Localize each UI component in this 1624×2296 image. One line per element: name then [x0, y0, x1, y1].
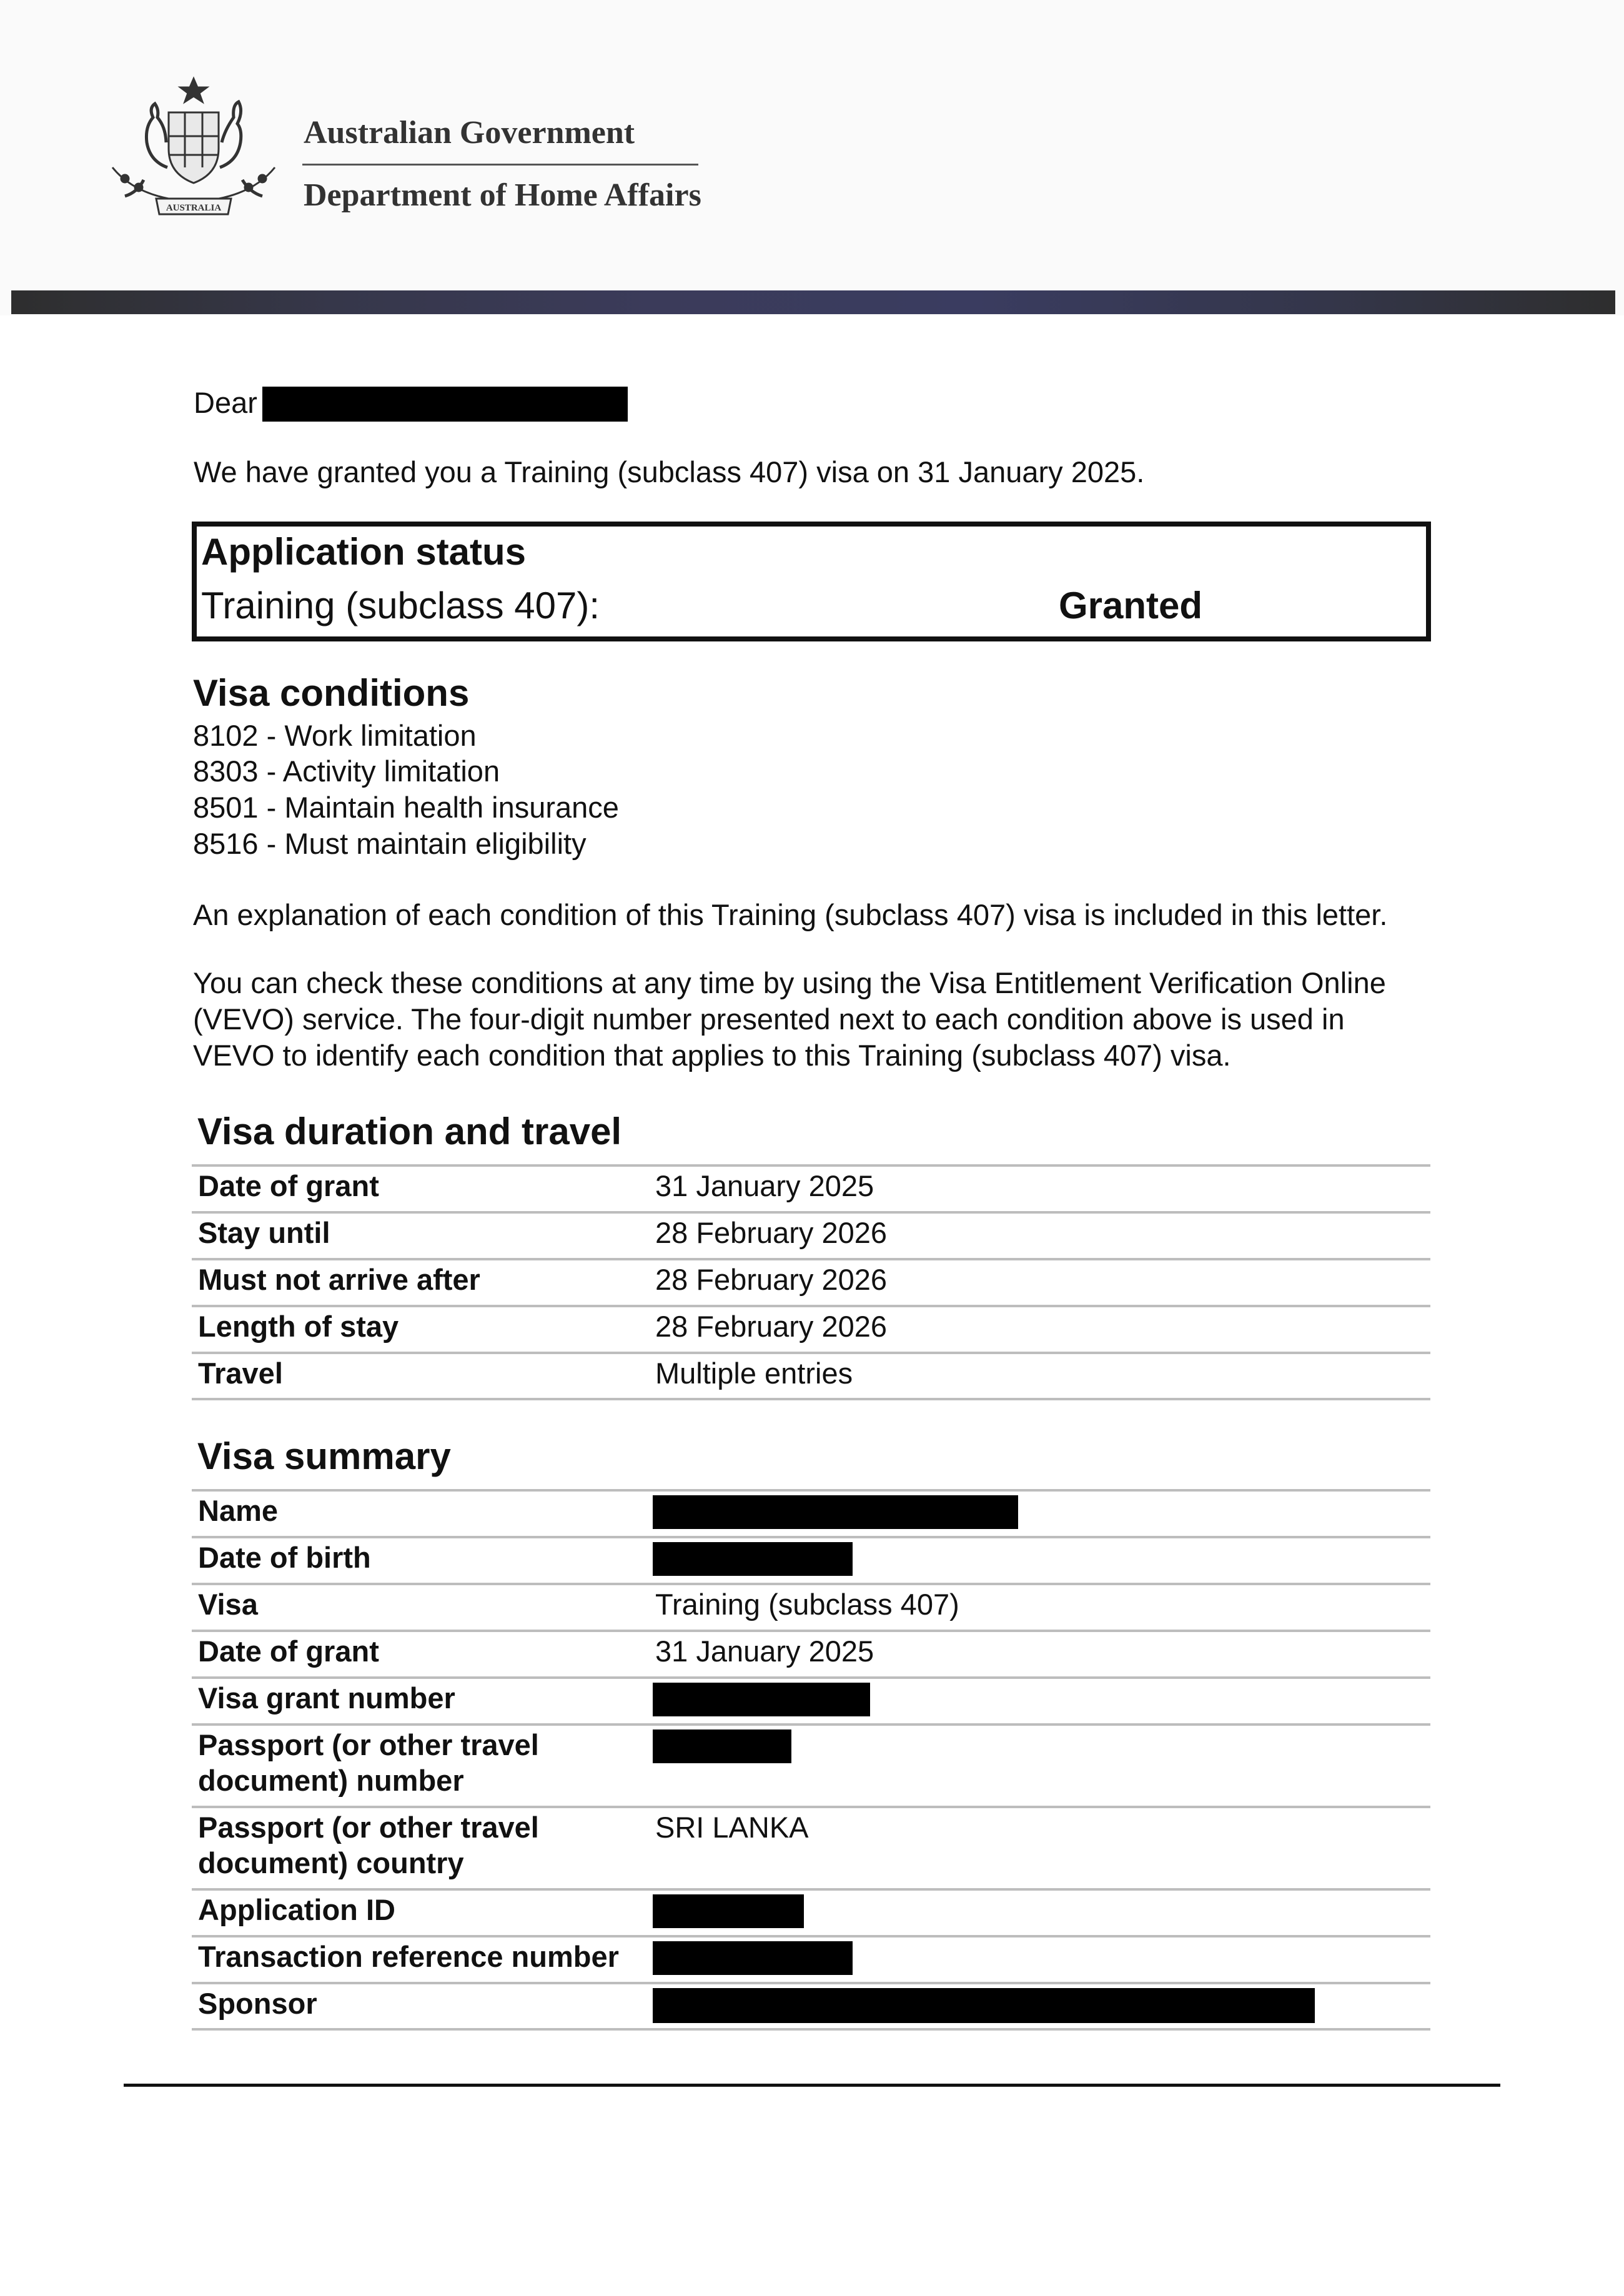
table-row — [192, 1211, 1430, 1258]
row-label: document) country — [198, 1846, 464, 1879]
footer-divider — [124, 2084, 1500, 2087]
redacted-sponsor — [653, 1988, 1315, 2023]
redacted-application-id — [653, 1894, 804, 1928]
redacted-recipient-name — [262, 387, 628, 422]
redacted-name — [653, 1495, 1018, 1529]
row-label: Name — [198, 1494, 279, 1527]
row-label: Date of grant — [198, 1169, 379, 1202]
table-row — [192, 1888, 1430, 1935]
condition-item: 8303 - Activity limitation — [193, 755, 500, 788]
status-title: Application status — [201, 531, 527, 573]
table-row — [192, 1806, 1430, 1888]
svg-text:AUSTRALIA: AUSTRALIA — [166, 203, 222, 213]
redacted-passport-number — [653, 1729, 791, 1763]
condition-item: 8501 - Maintain health insurance — [193, 791, 619, 824]
row-label: Application ID — [198, 1893, 395, 1926]
coat-of-arms-icon — [100, 74, 287, 224]
conditions-explanation: An explanation of each condition of this Training (subclass 407) visa is included in this letter. — [193, 898, 1388, 931]
table-row — [192, 1536, 1430, 1583]
vevo-paragraph-line: VEVO to identify each condition that applies to this Training (subclass 407) visa. — [193, 1039, 1231, 1072]
condition-item: 8102 - Work limitation — [193, 719, 477, 752]
table-row — [192, 1935, 1430, 1982]
row-label: Stay until — [198, 1216, 330, 1249]
duration-table — [192, 1164, 1430, 1400]
conditions-heading: Visa conditions — [193, 672, 470, 714]
table-row — [192, 1352, 1430, 1400]
row-value: 28 February 2026 — [655, 1310, 888, 1343]
government-name: Australian Government — [304, 115, 635, 151]
summary-heading: Visa summary — [197, 1435, 451, 1477]
condition-item: 8516 - Must maintain eligibility — [193, 827, 587, 860]
status-label: Training (subclass 407): — [201, 585, 600, 626]
row-value: 31 January 2025 — [655, 1635, 874, 1668]
letterhead — [0, 0, 1624, 315]
vevo-paragraph-line: You can check these conditions at any time by using the Visa Entitlement Verification Online — [193, 966, 1386, 999]
row-value: 28 February 2026 — [655, 1216, 888, 1249]
row-label: Passport (or other travel — [198, 1728, 539, 1761]
table-row — [192, 1164, 1430, 1211]
table-row — [192, 1305, 1430, 1352]
header-band — [11, 290, 1615, 314]
row-value: 28 February 2026 — [655, 1263, 888, 1296]
redacted-date-of-birth — [653, 1542, 853, 1576]
row-label: Date of birth — [198, 1541, 371, 1574]
row-label: Length of stay — [198, 1310, 399, 1343]
table-row — [192, 1489, 1430, 1536]
row-label: Passport (or other travel — [198, 1811, 539, 1844]
row-value: 31 January 2025 — [655, 1169, 874, 1202]
vevo-paragraph-line: (VEVO) service. The four-digit number presented next to each condition above is used in — [193, 1002, 1345, 1036]
summary-table — [192, 1489, 1430, 2031]
table-row — [192, 1583, 1430, 1630]
row-value: Training (subclass 407) — [655, 1588, 959, 1621]
row-label: Visa — [198, 1588, 258, 1621]
table-row — [192, 1676, 1430, 1723]
row-value: SRI LANKA — [655, 1811, 809, 1844]
row-label: Visa grant number — [198, 1681, 455, 1715]
table-row — [192, 1982, 1430, 2031]
row-label: Must not arrive after — [198, 1263, 480, 1296]
department-name: Department of Home Affairs — [304, 177, 701, 213]
grant-intro: We have granted you a Training (subclass 407) visa on 31 January 2025. — [194, 455, 1145, 488]
row-value: Multiple entries — [655, 1357, 853, 1390]
row-label: Transaction reference number — [198, 1940, 619, 1973]
row-label: document) number — [198, 1764, 464, 1797]
table-row — [192, 1258, 1430, 1305]
header-divider — [302, 164, 698, 166]
row-label: Date of grant — [198, 1635, 379, 1668]
table-row — [192, 1723, 1430, 1806]
salutation: Dear — [194, 386, 257, 419]
table-row — [192, 1630, 1430, 1676]
status-value: Granted — [1059, 585, 1203, 626]
redacted-transaction-reference — [653, 1941, 853, 1975]
row-label: Travel — [198, 1357, 283, 1390]
duration-heading: Visa duration and travel — [197, 1111, 622, 1152]
row-label: Sponsor — [198, 1987, 317, 2020]
redacted-visa-grant-number — [653, 1683, 870, 1716]
